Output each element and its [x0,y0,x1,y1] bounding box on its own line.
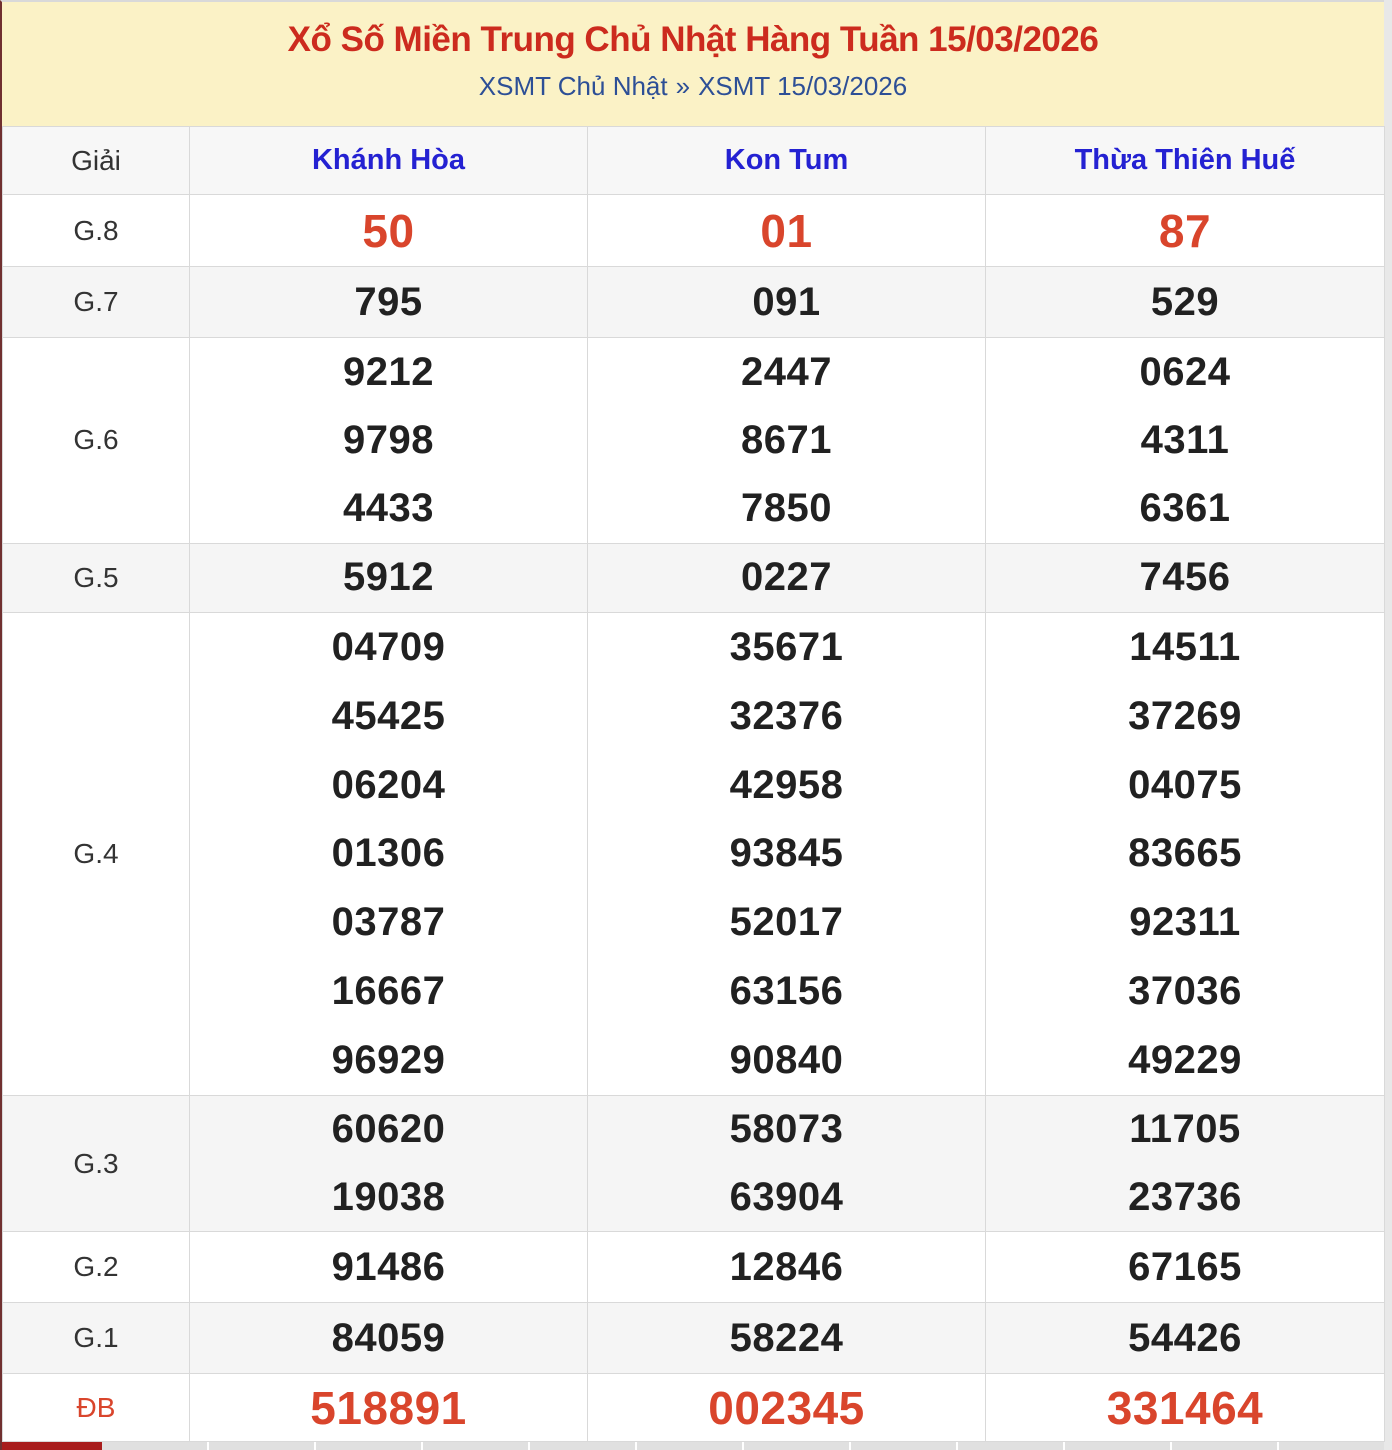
prize-label-g4: G.4 [3,612,190,1095]
result-number: 60620 [331,1107,446,1152]
result-number: 32376 [729,693,844,738]
table-header-row [3,127,1385,195]
prize-label-g8: G.8 [3,195,190,267]
table-row-g2 [3,1232,1385,1303]
result-number: 58073 [729,1107,844,1152]
province-header-thua-thien-hue[interactable]: Thừa Thiên Huế [986,127,1385,195]
result-number: 54426 [1128,1315,1242,1360]
result-number: 12846 [729,1244,844,1289]
result-number: 04709 [331,624,446,669]
result-number: 23736 [1128,1174,1242,1219]
page-title: Xổ Số Miền Trung Chủ Nhật Hàng Tuần 15/03/2026 [287,20,1099,59]
prize-label-g5: G.5 [3,543,190,612]
result-number: 19038 [331,1174,446,1219]
table-row-db [3,1374,1385,1442]
result-number: 9212 [343,349,434,394]
result-number: 49229 [1128,1038,1242,1083]
table-row-g8 [3,195,1385,267]
prize-label-db: ĐB [3,1374,190,1442]
prize-label-g2: G.2 [3,1232,190,1303]
breadcrumb-separator: » [675,71,691,101]
result-number: 002345 [708,1381,865,1434]
result-number: 795 [354,279,423,324]
result-number: 42958 [729,762,844,807]
table-row-g3 [3,1096,1385,1232]
province-header-khanh-hoa[interactable]: Khánh Hòa [190,127,588,195]
prize-label-g1: G.1 [3,1303,190,1374]
result-number: 4433 [343,486,434,531]
tab-strip-stub[interactable] [102,1442,1384,1450]
result-number: 35671 [729,624,844,669]
result-number: 52017 [729,900,844,945]
prize-label-g6: G.6 [3,338,190,544]
result-number: 5912 [343,555,434,600]
table-row-g4 [3,612,1385,1095]
active-tab-stub[interactable] [2,1442,102,1450]
prize-label-g3: G.3 [3,1096,190,1232]
table-row-g5 [3,543,1385,612]
result-number: 84059 [331,1315,446,1360]
result-number: 9798 [343,417,434,462]
result-number: 529 [1150,279,1220,324]
result-number: 0624 [1139,349,1231,394]
result-number: 45425 [331,693,446,738]
province-header-kon-tum[interactable]: Kon Tum [588,127,986,195]
result-number: 58224 [729,1315,844,1360]
result-number: 06204 [331,762,446,807]
result-number: 8671 [741,417,832,462]
result-number: 0227 [741,555,832,600]
result-number: 518891 [310,1381,467,1434]
result-number: 37036 [1128,969,1242,1014]
result-number: 90840 [729,1038,844,1083]
tab-strip [2,1442,1384,1450]
result-number: 83665 [1128,831,1242,876]
result-number: 331464 [1106,1381,1264,1434]
corner-header: Giải [3,127,190,195]
prize-label-g7: G.7 [3,267,190,338]
result-number: 14511 [1129,624,1241,669]
result-number: 2447 [741,349,832,394]
result-number: 37269 [1128,693,1242,738]
result-number: 11705 [1129,1107,1241,1152]
result-number: 7850 [741,486,832,531]
table-row-g7 [3,267,1385,338]
result-number: 01306 [331,831,446,876]
table-row-g1 [3,1303,1385,1374]
result-number: 4311 [1140,417,1230,462]
result-number: 04075 [1128,762,1242,807]
result-number: 091 [752,279,821,324]
result-number: 91486 [331,1244,446,1289]
result-number: 63156 [729,969,844,1014]
breadcrumb-region-link[interactable]: XSMT Chủ Nhật [478,71,668,101]
result-number: 6361 [1139,486,1231,531]
result-number: 16667 [331,969,446,1014]
result-number: 92311 [1129,900,1241,945]
result-number: 7456 [1139,555,1231,600]
results-table [2,126,1385,1442]
result-number: 93845 [729,831,844,876]
table-row-g6 [3,338,1385,544]
result-number: 01 [760,204,813,257]
result-number: 67165 [1128,1244,1242,1289]
result-number: 50 [362,204,415,257]
result-number: 87 [1158,204,1212,257]
breadcrumb [2,70,1384,102]
page-header [2,2,1384,126]
breadcrumb-date-link[interactable]: XSMT 15/03/2026 [698,71,908,101]
result-number: 03787 [331,900,446,945]
result-number: 63904 [729,1174,844,1219]
result-number: 96929 [331,1038,446,1083]
